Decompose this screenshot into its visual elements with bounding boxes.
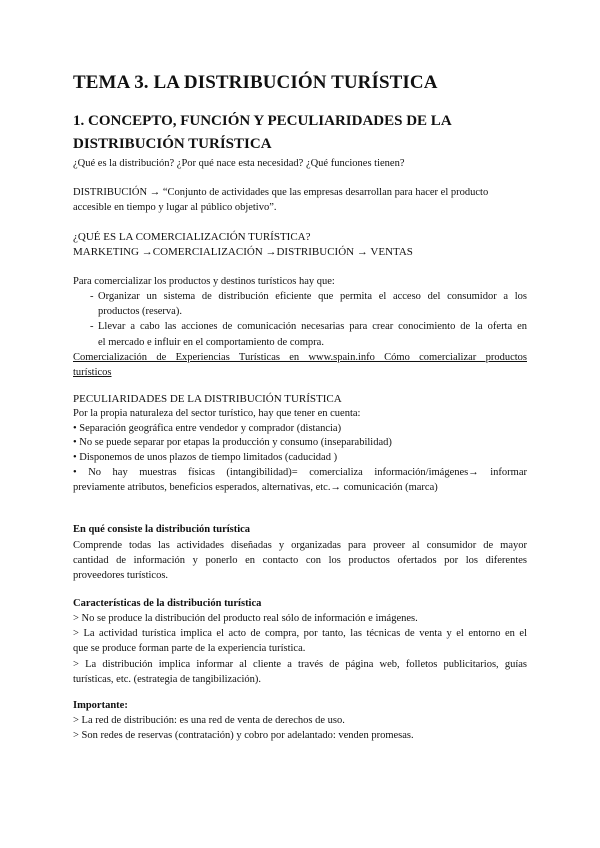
peculiaridades-intro: Por la propia naturaleza del sector turístico, hay que tener en cuenta: xyxy=(73,408,361,419)
bullet-item: • No hay muestras físicas (intangibilidad)= comercializa información/imágenes→ informar previamente atributos, beneficios esperados, alternativas, etc.→ comunicación (marca) xyxy=(73,467,527,494)
list-item: - Organizar un sistema de distribución eficiente que permita el acceso del consumidor a los productos (reserva). xyxy=(90,291,527,318)
importante-heading: Importante: xyxy=(73,700,128,711)
caracteristicas-heading: Características de la distribución turística xyxy=(73,598,262,609)
comercializacion-heading: ¿QUÉ ES LA COMERCIALIZACIÓN TURÍSTICA? xyxy=(73,231,311,243)
bullet-item: • No se puede separar por etapas la producción y consumo (inseparabilidad) xyxy=(73,437,392,448)
section-heading-line2: DISTRIBUCIÓN TURÍSTICA xyxy=(73,136,272,152)
dash-marker: - xyxy=(90,321,94,333)
consiste-heading: En qué consiste la distribución turística xyxy=(73,524,251,535)
definition-line2: accesible en tiempo y lugar al público objetivo”. xyxy=(73,202,277,213)
bullet-item: • Disponemos de unos plazos de tiempo limitados (caducidad ) xyxy=(73,452,338,463)
intro-questions: ¿Qué es la distribución? ¿Por qué nace esta necesidad? ¿Qué funciones tienen? xyxy=(73,158,405,169)
consiste-paragraph: Comprende todas las actividades diseñadas y organizadas para proveer al consumidor de mayor cantidad de información y ponerlo en contacto con los productos ofertados por los diferentes proveedores turísticos. xyxy=(73,540,527,582)
spain-info-link[interactable]: Comercialización de Experiencias Turísticas en www.spain.info Cómo comercializar productos turísticos xyxy=(73,352,527,379)
bullet-item: • Separación geográfica entre vendedor y comprador (distancia) xyxy=(73,423,342,434)
peculiaridades-heading: PECULIARIDADES DE LA DISTRIBUCIÓN TURÍSTICA xyxy=(73,393,342,405)
caracteristicas-paragraph: > No se produce la distribución del producto real sólo de información e imágenes. > La actividad turística implica el acto de compra, por tanto, las técnicas de venta y el entorno en el que se produce forman parte de la experiencia turística. > La distribución implica informar al cliente a través de página web, folletos publicitarios, guías turísticas, etc. (estrategia de tangibilización). xyxy=(73,613,527,685)
comercializar-list xyxy=(73,289,527,350)
list-item: - Llevar a cabo las acciones de comunicación necesarias para crear conocimiento de la oferta en el mercado e influir en el comportamiento de compra. xyxy=(90,321,527,348)
section-heading-line1: 1. CONCEPTO, FUNCIÓN Y PECULIARIDADES DE LA xyxy=(73,113,452,129)
comercializar-intro: Para comercializar los productos y destinos turísticos hay que: xyxy=(73,276,335,287)
importante-line2: > Son redes de reservas (contratación) y cobro por adelantado: venden promesas. xyxy=(73,730,414,741)
document-title: TEMA 3. LA DISTRIBUCIÓN TURÍSTICA xyxy=(73,72,438,93)
definition-line1: DISTRIBUCIÓN → “Conjunto de actividades que las empresas desarrollan para hacer el producto xyxy=(73,187,489,198)
importante-line1: > La red de distribución: es una red de venta de derechos de uso. xyxy=(73,715,345,726)
dash-marker: - xyxy=(90,291,94,302)
marketing-chain: MARKETING →COMERCIALIZACIÓN →DISTRIBUCIÓN → VENTAS xyxy=(73,246,413,258)
